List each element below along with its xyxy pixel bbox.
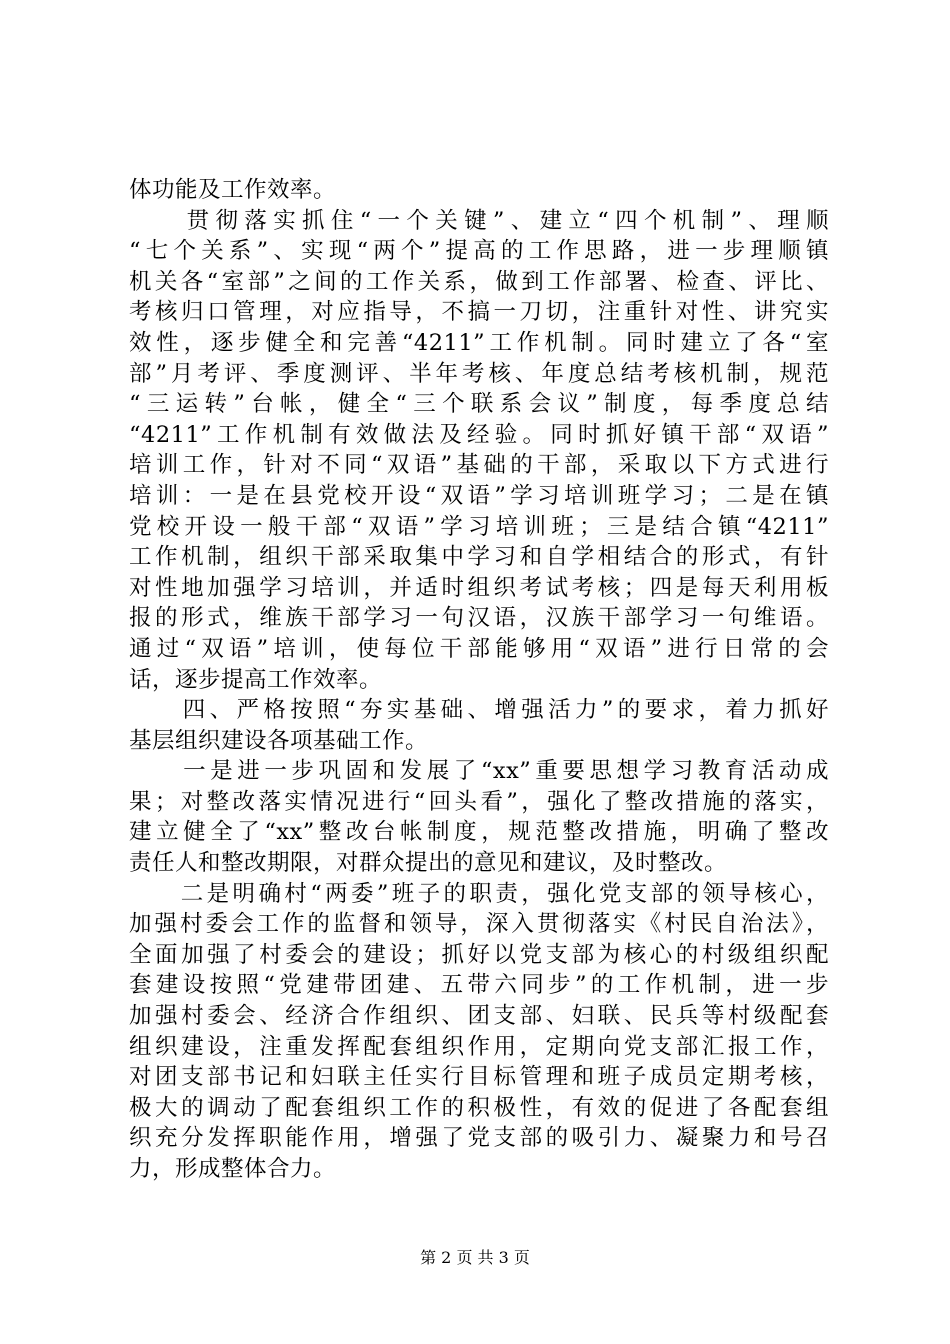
text-line: 机关各“室部”之间的工作关系，做到工作部署、检查、评比、 — [129, 268, 829, 295]
text-line: 培训：一是在县党校开设“双语”学习培训班学习；二是在镇 — [129, 482, 829, 509]
text-line: 党校开设一般干部“双语”学习培训班；三是结合镇“4211” — [129, 513, 829, 540]
text-line: 果；对整改落实情况进行“回头看”，强化了整改措施的落实， — [129, 788, 829, 815]
text-line: “七个关系”、实现“两个”提高的工作思路，进一步理顺镇 — [129, 238, 829, 265]
page-footer: 第 2 页 共 3 页 — [420, 1248, 530, 1267]
text-line: 加强村委会、经济合作组织、团支部、妇联、民兵等村级配套 — [129, 1003, 829, 1030]
text-line: 话，逐步提高工作效率。 — [129, 666, 383, 693]
text-line: 贯彻落实抓住“一个关键”、建立“四个机制”、理顺 — [129, 207, 829, 234]
text-line: 四、严格按照“夯实基础、增强活力”的要求，着力抓好 — [129, 697, 829, 724]
text-line: 全面加强了村委会的建设；抓好以党支部为核心的村级组织配 — [129, 941, 829, 968]
text-line: 考核归口管理，对应指导，不搞一刀切，注重针对性、讲究实 — [129, 299, 829, 326]
text-line: 培训工作，针对不同“双语”基础的干部，采取以下方式进行 — [129, 452, 829, 479]
text-line: 基层组织建设各项基础工作。 — [129, 727, 429, 754]
text-line: 对性地加强学习培训，并适时组织考试考核；四是每天利用板 — [129, 574, 829, 601]
text-line: 通过“双语”培训，使每位干部能够用“双语”进行日常的会 — [129, 635, 829, 662]
text-line: “4211”工作机制有效做法及经验。同时抓好镇干部“双语” — [129, 421, 829, 448]
text-line: 组织建设，注重发挥配套组织作用，定期向党支部汇报工作， — [129, 1033, 829, 1060]
text-line: 工作机制，组织干部采取集中学习和自学相结合的形式，有针 — [129, 544, 829, 571]
document-body — [129, 175, 829, 1185]
text-line: 加强村委会工作的监督和领导，深入贯彻落实《村民自治法》， — [129, 911, 829, 938]
text-line: 效性，逐步健全和完善“4211”工作机制。同时建立了各“室 — [129, 329, 829, 356]
text-line: 套建设按照“党建带团建、五带六同步”的工作机制，进一步 — [129, 972, 829, 999]
text-line: 对团支部书记和妇联主任实行目标管理和班子成员定期考核， — [129, 1064, 829, 1091]
text-line: 织充分发挥职能作用，增强了党支部的吸引力、凝聚力和号召 — [129, 1125, 829, 1152]
text-line: 极大的调动了配套组织工作的积极性，有效的促进了各配套组 — [129, 1094, 829, 1121]
text-line: 二是明确村“两委”班子的职责，强化党支部的领导核心， — [129, 880, 829, 907]
text-line: “三运转”台帐，健全“三个联系会议”制度，每季度总结 — [129, 391, 829, 418]
text-line: 体功能及工作效率。 — [129, 177, 337, 203]
text-line: 一是进一步巩固和发展了“xx”重要思想学习教育活动成 — [129, 758, 829, 785]
text-line: 力，形成整体合力。 — [129, 1156, 337, 1182]
text-line: 责任人和整改期限，对群众提出的意见和建议，及时整改。 — [129, 850, 728, 877]
text-line: 报的形式，维族干部学习一句汉语，汉族干部学习一句维语。 — [129, 605, 829, 632]
text-line: 部”月考评、季度测评、半年考核、年度总结考核机制，规范 — [129, 360, 829, 387]
text-line: 建立健全了“xx”整改台帐制度，规范整改措施，明确了整改 — [129, 819, 829, 846]
